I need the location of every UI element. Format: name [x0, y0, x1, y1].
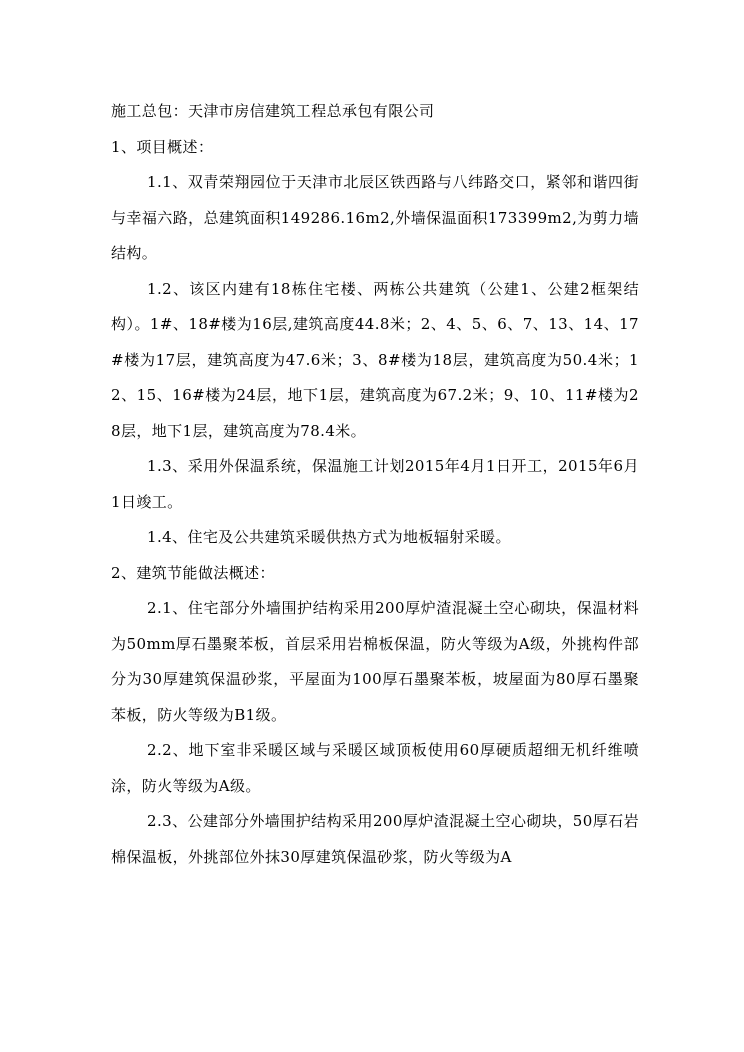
document-body — [111, 94, 639, 875]
contractor-line: 施工总包：天津市房信建筑工程总承包有限公司 — [111, 102, 435, 120]
section-1-heading: 1、项目概述： — [111, 137, 214, 156]
paragraph-1-2: 1.2、该区内建有18栋住宅楼、两栋公共建筑（公建1、公建2框架结构）。1#、18#楼为16层,建筑高度44.8米；2、4、5、6、7、13、14、17#楼为17层，建筑高度为47.6米；3、8#楼为18层，建筑高度为50.4米；12、15、16#楼为24层，地下1层，建筑高度为67.2米；9、10、11#楼为28层，地下1层，建筑高度为78.4米。 — [111, 279, 639, 440]
paragraph-2-1: 2.1、住宅部分外墙围护结构采用200厚炉渣混凝土空心砌块，保温材料为50mm厚石墨聚苯板，首层采用岩棉板保温，防火等级为A级，外挑构件部分为30厚建筑保温砂浆，平屋面为100厚石墨聚苯板，坡屋面为80厚石墨聚苯板，防火等级为B1级。 — [111, 599, 639, 724]
paragraph-2-3: 2.3、公建部分外墙围护结构采用200厚炉渣混凝土空心砌块，50厚石岩棉保温板，外挑部位外抹30厚建筑保温砂浆，防火等级为A — [111, 812, 639, 866]
paragraph-1-4: 1.4、住宅及公共建筑采暖供热方式为地板辐射采暖。 — [147, 528, 511, 546]
paragraph-1-1: 1.1、双青荣翔园位于天津市北辰区铁西路与八纬路交口，紧邻和谐四街与幸福六路，总建筑面积149286.16m2,外墙保温面积173399m2,为剪力墙结构。 — [111, 173, 639, 262]
section-2-heading: 2、建筑节能做法概述： — [111, 563, 275, 582]
paragraph-2-2: 2.2、地下室非采暖区域与采暖区域顶板使用60厚硬质超细无机纤维喷涂，防火等级为A级。 — [111, 741, 639, 795]
paragraph-1-3: 1.3、采用外保温系统，保温施工计划2015年4月1日开工，2015年6月1日竣工。 — [111, 457, 639, 511]
